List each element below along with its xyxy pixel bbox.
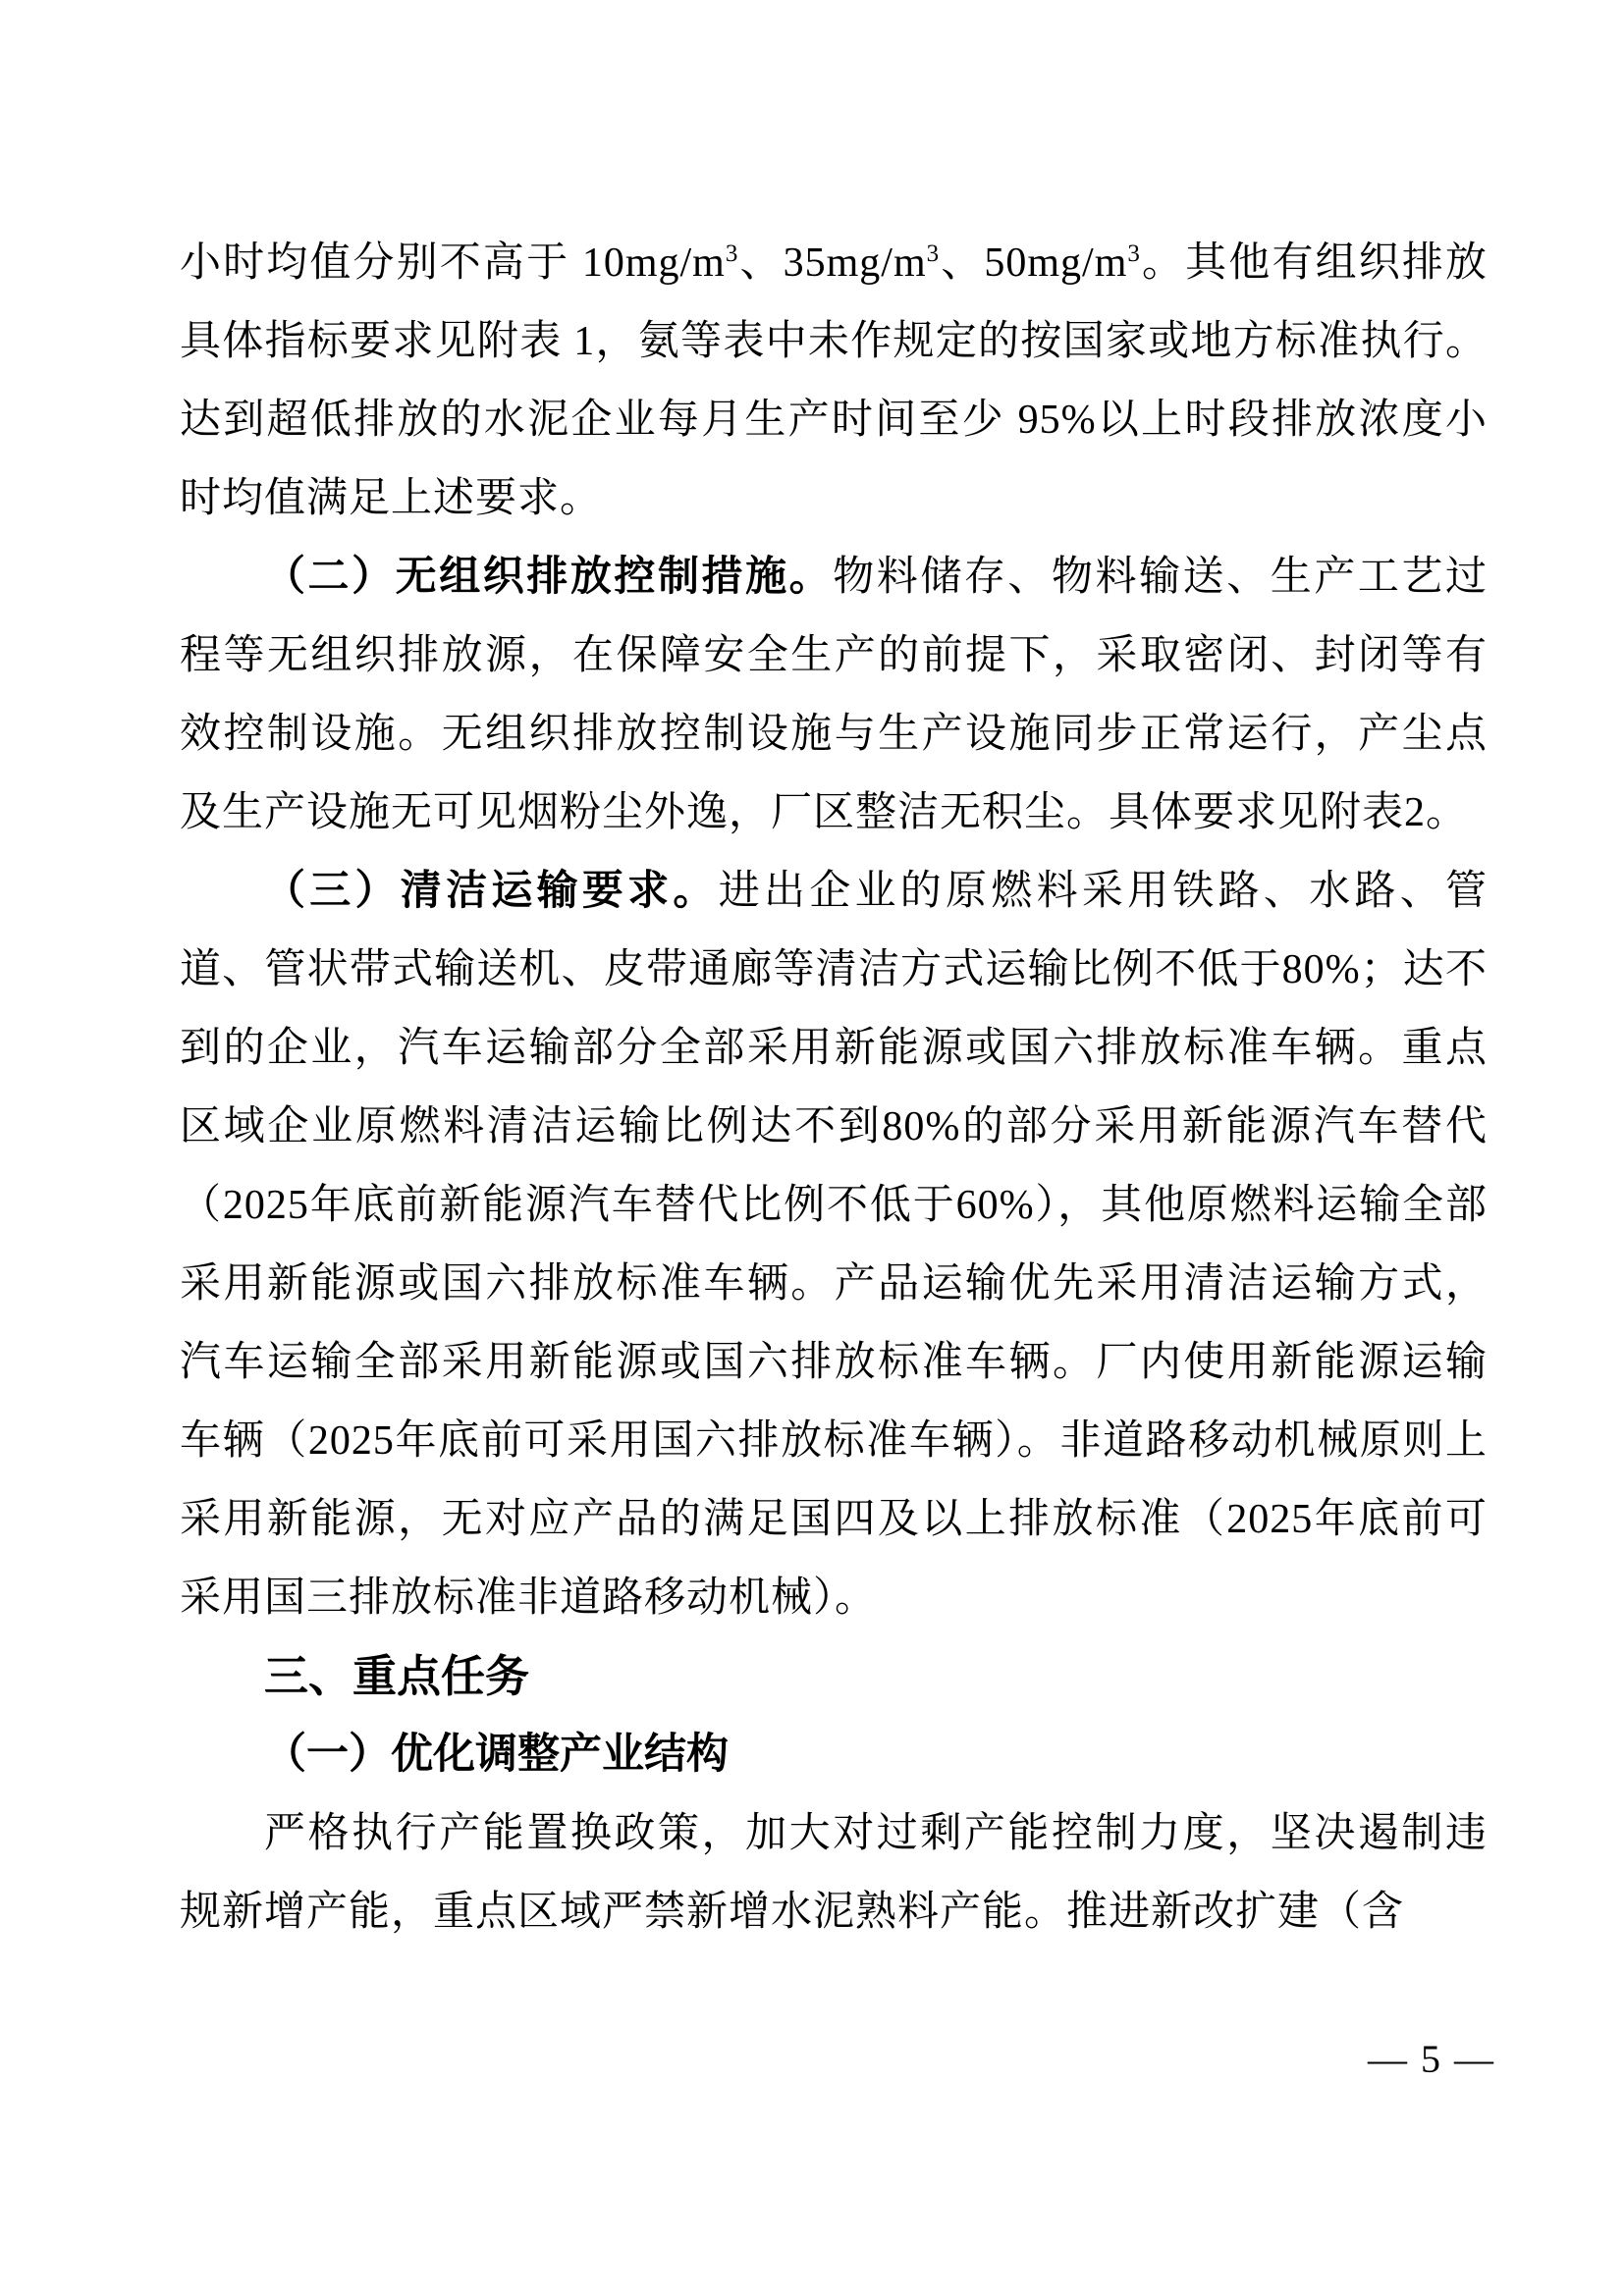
text-run: 、35mg/m xyxy=(738,240,927,286)
text-run: 进出企业的原燃料采用铁路、水路、管道、管状带式输送机、皮带通廊等清洁方式运输比例不低于80%；达不到的企业，汽车运输部分全部采用新能源或国六排放标准车辆。重点区域企业原燃料清洁运输比例达不到80%的部分采用新能源汽车替代（2025年底前新能源汽车替代比例不低于60%），其他原燃料运输全部采用新能源或国六排放标准车辆。产品运输优先采用清洁运输方式，汽车运输全部采用新能源或国六排放标准车辆。厂内使用新能源运输车辆（2025年底前可采用国六排放标准车辆）。非道路移动机械原则上采用新能源，无对应产品的满足国四及以上排放标准（2025年底前可采用国三排放标准非道路移动机械）。 xyxy=(180,869,1488,1621)
bold-text-run: （二）无组织排放控制措施。 xyxy=(264,555,834,600)
para-capacity-replacement-policy xyxy=(180,1794,1488,1951)
bold-text-run: （一）优化调整产业结构 xyxy=(264,1732,729,1778)
para-emission-limit-values xyxy=(180,224,1488,538)
text-run: 小时均值分别不高于 10mg/m xyxy=(180,240,726,286)
superscript: 3 xyxy=(926,240,941,267)
bold-text-run: （三）清洁运输要求。 xyxy=(264,869,719,914)
page-number: — 5 — xyxy=(1368,2037,1495,2081)
text-run: 物料储存、物料输送、生产工艺过程等无组织排放源，在保障安全生产的前提下，采取密闭、封闭等有效控制设施。无组织排放控制设施与生产设施同步正常运行，产尘点及生产设施无可见烟粉尘外逸，厂区整洁无积尘。具体要求见附表2。 xyxy=(180,555,1488,835)
heading-optimize-industry-structure xyxy=(180,1716,1488,1794)
superscript: 3 xyxy=(1127,240,1141,267)
para-fugitive-emission-control xyxy=(180,538,1488,852)
para-clean-transport-requirements xyxy=(180,852,1488,1637)
heading-key-tasks xyxy=(180,1637,1488,1716)
document-body xyxy=(180,224,1488,1951)
text-run: 、50mg/m xyxy=(940,240,1128,286)
superscript: 3 xyxy=(725,240,739,267)
text-run: 严格执行产能置换政策，加大对过剩产能控制力度，坚决遏制违规新增产能，重点区域严禁新增水泥熟料产能。推进新改扩建（含 xyxy=(180,1811,1488,1935)
text-run: 。其他有组织排放具体指标要求见附表 1，氨等表中未作规定的按国家或地方标准执行。达到超低排放的水泥企业每月生产时间至少 95%以上时段排放浓度小时均值满足上述要求。 xyxy=(180,240,1488,521)
text-run: 三、重点任务 xyxy=(264,1651,530,1701)
